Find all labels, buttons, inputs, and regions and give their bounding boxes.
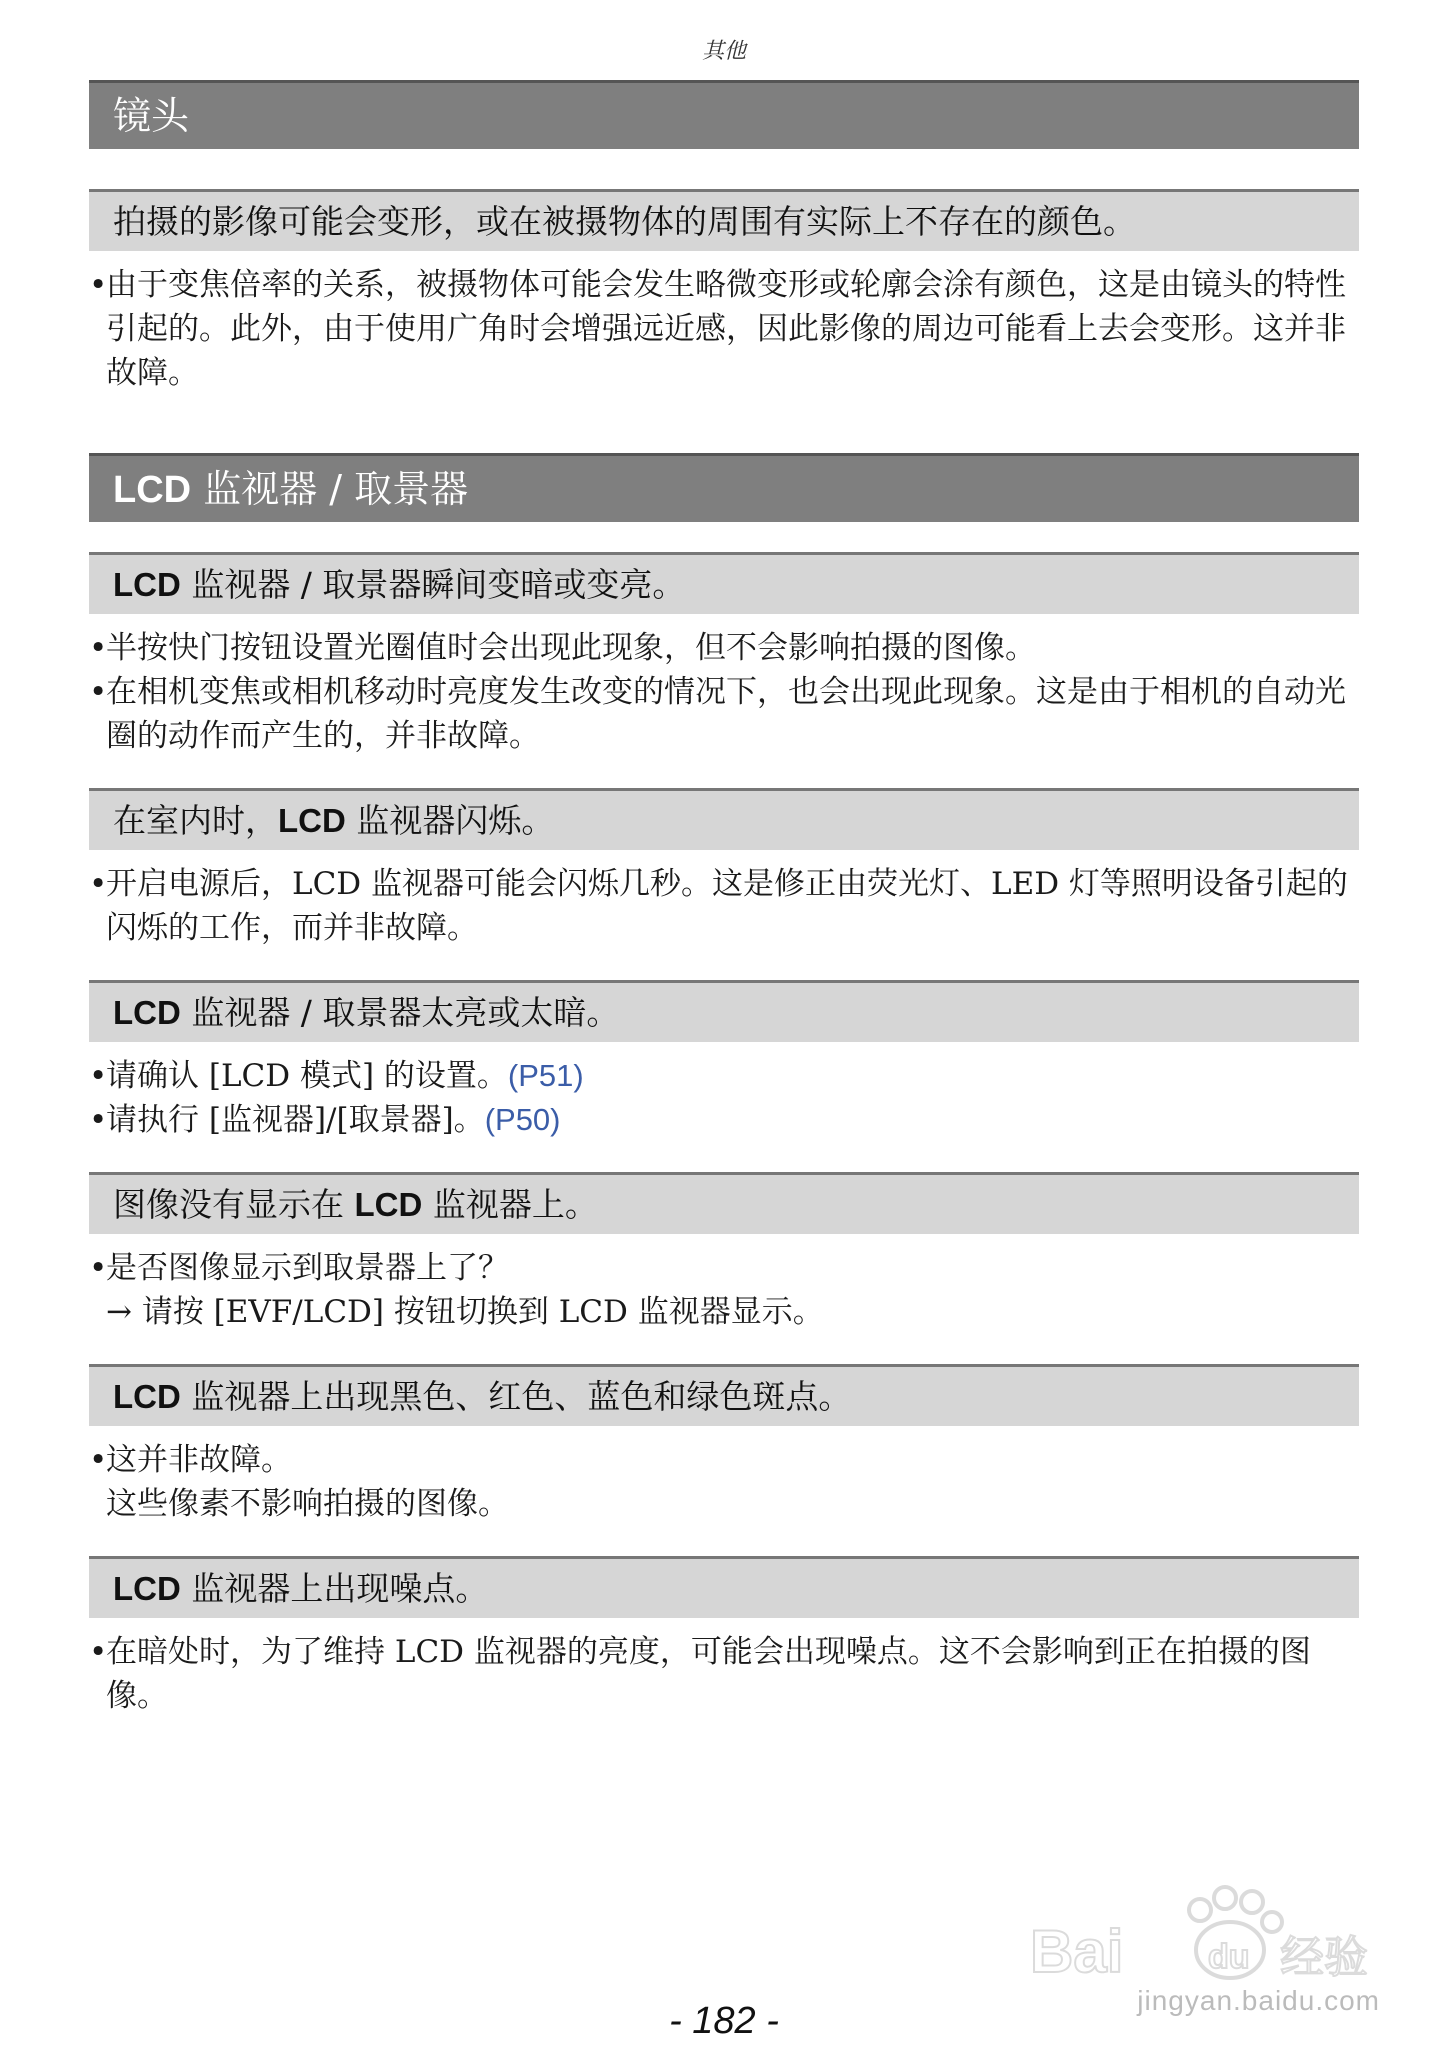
baidu-paw-logo-icon (1030, 1880, 1370, 1990)
svg-text:经验: 经验 (1280, 1932, 1368, 1983)
page-number: - 182 - (669, 2000, 779, 2042)
watermark-url: jingyan.baidu.com (1137, 1985, 1380, 2016)
answer-list (89, 1438, 1359, 1482)
question-heading: LCD 监视器上出现黑色、红色、蓝色和绿色斑点。 (89, 1364, 1359, 1426)
svg-text:du: du (1208, 1938, 1250, 1976)
answer-bullet: • 半按快门按钮设置光圈值时会出现此现象，但不会影响拍摄的图像。 (89, 626, 1359, 670)
question-heading: 图像没有显示在 LCD 监视器上。 (89, 1172, 1359, 1234)
answer-list (89, 263, 1359, 395)
section-title-text: 镜头 (113, 94, 190, 138)
answer-list (89, 1630, 1359, 1718)
section-title-lens (89, 80, 1359, 149)
page-reference-link[interactable]: (P50) (484, 1102, 561, 1137)
answer-bullet: • 是否图像显示到取景器上了？ (89, 1246, 1359, 1290)
svg-text:Bai: Bai (1030, 1918, 1124, 1985)
answer-bullet: • 这并非故障。 (89, 1438, 1359, 1482)
document-content (89, 80, 1359, 1718)
answer-bullet: • 在相机变焦或相机移动时亮度发生改变的情况下，也会出现此现象。这是由于相机的自动光圈的动作而产生的，并非故障。 (89, 670, 1359, 758)
answer-list (89, 1246, 1359, 1290)
answer-bullet: • 由于变焦倍率的关系，被摄物体可能会发生略微变形或轮廓会涂有颜色，这是由镜头的特性引起的。此外，由于使用广角时会增强远近感，因此影像的周边可能看上去会变形。这并非故障。 (89, 263, 1359, 395)
answer-bullet: • 开启电源后，LCD 监视器可能会闪烁几秒。这是修正由荧光灯、LED 灯等照明设备引起的闪烁的工作，而并非故障。 (89, 862, 1359, 950)
question-heading: 拍摄的影像可能会变形，或在被摄物体的周围有实际上不存在的颜色。 (89, 189, 1359, 251)
answer-list (89, 862, 1359, 950)
question-heading: LCD 监视器 / 取景器太亮或太暗。 (89, 980, 1359, 1042)
question-heading: LCD 监视器 / 取景器瞬间变暗或变亮。 (89, 552, 1359, 614)
answer-continuation: → 请按 [EVF/LCD] 按钮切换到 LCD 监视器显示。 (106, 1294, 824, 1330)
answer-list (89, 1054, 1359, 1142)
question-heading: 在室内时，LCD 监视器闪烁。 (89, 788, 1359, 850)
answer-list (89, 626, 1359, 758)
answer-bullet: • 在暗处时，为了维持 LCD 监视器的亮度，可能会出现噪点。这不会影响到正在拍摄的图像。 (89, 1630, 1359, 1718)
question-heading: LCD 监视器上出现噪点。 (89, 1556, 1359, 1618)
answer-bullet: • 请确认 [LCD 模式] 的设置。(P51) (89, 1054, 1359, 1098)
answer-continuation: 这些像素不影响拍摄的图像。 (106, 1486, 509, 1522)
section-title-lcd: LCD 监视器 / 取景器 (89, 453, 1359, 522)
answer-bullet: • 请执行 [监视器]/[取景器]。(P50) (89, 1098, 1359, 1142)
chapter-header: 其他 (701, 39, 746, 64)
page-reference-link[interactable]: (P51) (507, 1058, 584, 1093)
